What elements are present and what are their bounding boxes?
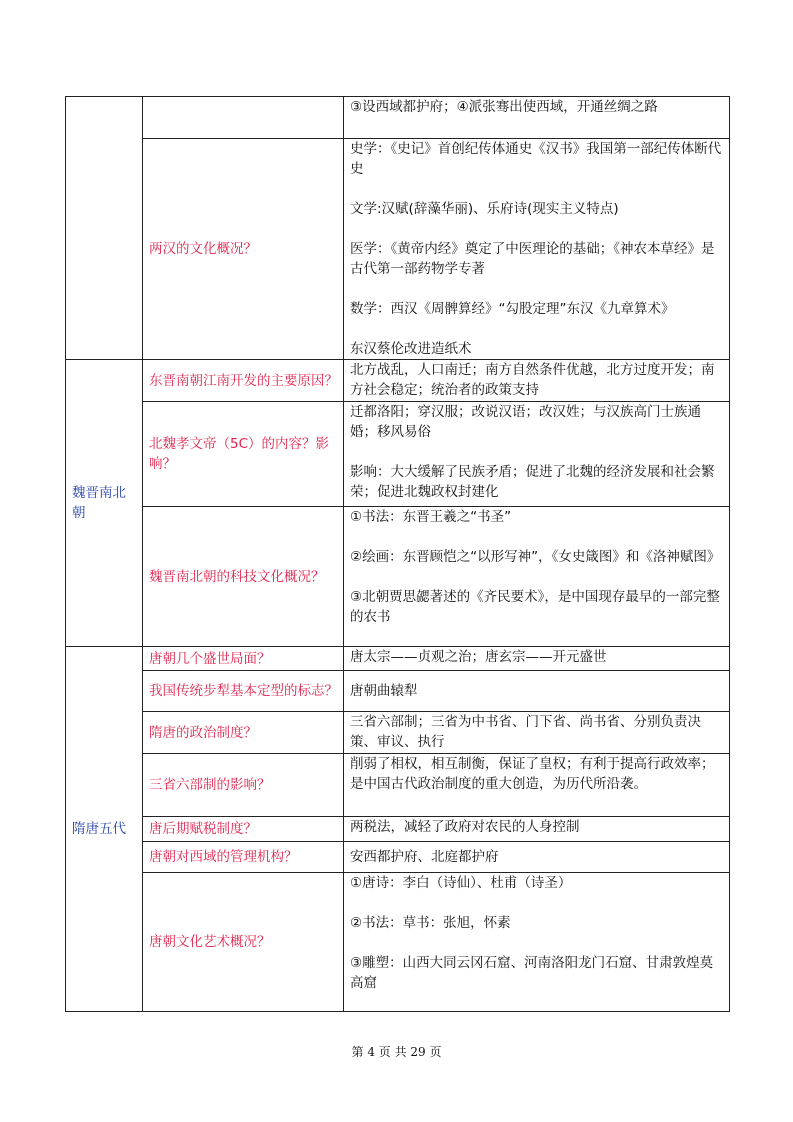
question-cell: 我国传统步犁基本定型的标志？ xyxy=(143,671,344,712)
answer-cell xyxy=(344,842,730,873)
answer-text: ③设西域都护府；④派张骞出使西域，开通丝绸之路 xyxy=(350,99,658,115)
answer-text: ①唐诗：李白（诗仙）、杜甫（诗圣） xyxy=(350,875,572,891)
history-review-table xyxy=(65,96,730,1012)
answer-text: 安西都护府、北庭都护府 xyxy=(350,849,499,865)
answer-cell xyxy=(344,507,730,647)
answer-text: 迁都洛阳；穿汉服；改说汉语；改汉姓；与汉族高门士族通婚；移风易俗 xyxy=(350,404,701,440)
table-row xyxy=(66,817,730,842)
answer-text: 唐朝曲辕犁 xyxy=(350,683,418,699)
answer-cell xyxy=(344,647,730,671)
table-row xyxy=(66,97,730,139)
answer-text: ③雕塑：山西大同云冈石窟、河南洛阳龙门石窟、甘肃敦煌莫高窟 xyxy=(350,955,714,991)
table-row xyxy=(66,647,730,671)
answer-text: 文学:汉赋(辞藻华丽)、乐府诗(现实主义特点) xyxy=(350,201,619,217)
answer-cell xyxy=(344,360,730,402)
question-cell: 北魏孝文帝（5C）的内容？影响？ xyxy=(143,402,344,507)
table-row xyxy=(66,507,730,647)
answer-text: ①书法：东晋王羲之“书圣” xyxy=(350,509,512,525)
question-cell: 唐朝对西域的管理机构？ xyxy=(143,842,344,873)
question-cell: 三省六部制的影响？ xyxy=(143,754,344,817)
answer-cell xyxy=(344,139,730,360)
answer-cell xyxy=(344,817,730,842)
era-cell-continued xyxy=(66,97,143,360)
answer-text: 影响：大大缓解了民族矛盾；促进了北魏的经济发展和社会繁荣；促进北魏政权封建化 xyxy=(350,464,715,500)
question-cell: 东晋南朝江南开发的主要原因？ xyxy=(143,360,344,402)
answer-text: 两税法，减轻了政府对农民的人身控制 xyxy=(350,819,580,835)
table-row xyxy=(66,360,730,402)
answer-text: ③北朝贾思勰著述的《齐民要术》，是中国现存最早的一部完整的农书 xyxy=(350,589,720,625)
table-row xyxy=(66,754,730,817)
answer-text: ②书法：草书：张旭，怀素 xyxy=(350,915,511,931)
answer-text: 医学：《黄帝内经》奠定了中医理论的基础；《神农本草经》是古代第一部药物学专著 xyxy=(350,241,715,277)
table-row xyxy=(66,671,730,712)
era-cell: 魏晋南北朝 xyxy=(66,360,143,647)
answer-text: 北方战乱，人口南迁；南方自然条件优越，北方过度开发；南方社会稳定；统治者的政策支持 xyxy=(350,362,715,398)
answer-cell xyxy=(344,671,730,712)
answer-text: 史学：《史记》首创纪传体通史《汉书》我国第一部纪传体断代史 xyxy=(350,141,722,177)
answer-text: 数学：西汉《周髀算经》“勾股定理”东汉《九章算术》 xyxy=(350,301,675,317)
page-number: 第 4 页 共 29 页 xyxy=(351,1045,442,1059)
table-row xyxy=(66,139,730,360)
answer-text: 唐太宗——贞观之治；唐玄宗——开元盛世 xyxy=(350,649,607,665)
answer-text: ②绘画：东晋顾恺之“以形写神”，《女史箴图》和《洛神赋图》 xyxy=(350,549,721,565)
question-cell xyxy=(143,97,344,139)
question-cell: 魏晋南北朝的科技文化概况？ xyxy=(143,507,344,647)
question-cell: 唐朝文化艺术概况？ xyxy=(143,873,344,1012)
table-row xyxy=(66,402,730,507)
answer-text: 三省六部制；三省为中书省、门下省、尚书省、分别负责决策、审议、执行 xyxy=(350,714,701,750)
answer-cell xyxy=(344,97,730,139)
answer-cell xyxy=(344,873,730,1012)
question-cell: 唐朝几个盛世局面？ xyxy=(143,647,344,671)
table-row xyxy=(66,842,730,873)
answer-cell xyxy=(344,754,730,817)
era-cell: 隋唐五代 xyxy=(66,647,143,1012)
answer-text: 削弱了相权，相互制衡，保证了皇权；有利于提高行政效率；是中国古代政治制度的重大创造，为历代所沿袭。 xyxy=(350,756,715,792)
answer-cell xyxy=(344,712,730,754)
answer-text: 东汉蔡伦改进造纸术 xyxy=(350,341,472,357)
question-cell: 隋唐的政治制度？ xyxy=(143,712,344,754)
table-row xyxy=(66,712,730,754)
answer-cell xyxy=(344,402,730,507)
question-cell: 唐后期赋税制度？ xyxy=(143,817,344,842)
table-row xyxy=(66,873,730,1012)
question-cell: 两汉的文化概况？ xyxy=(143,139,344,360)
